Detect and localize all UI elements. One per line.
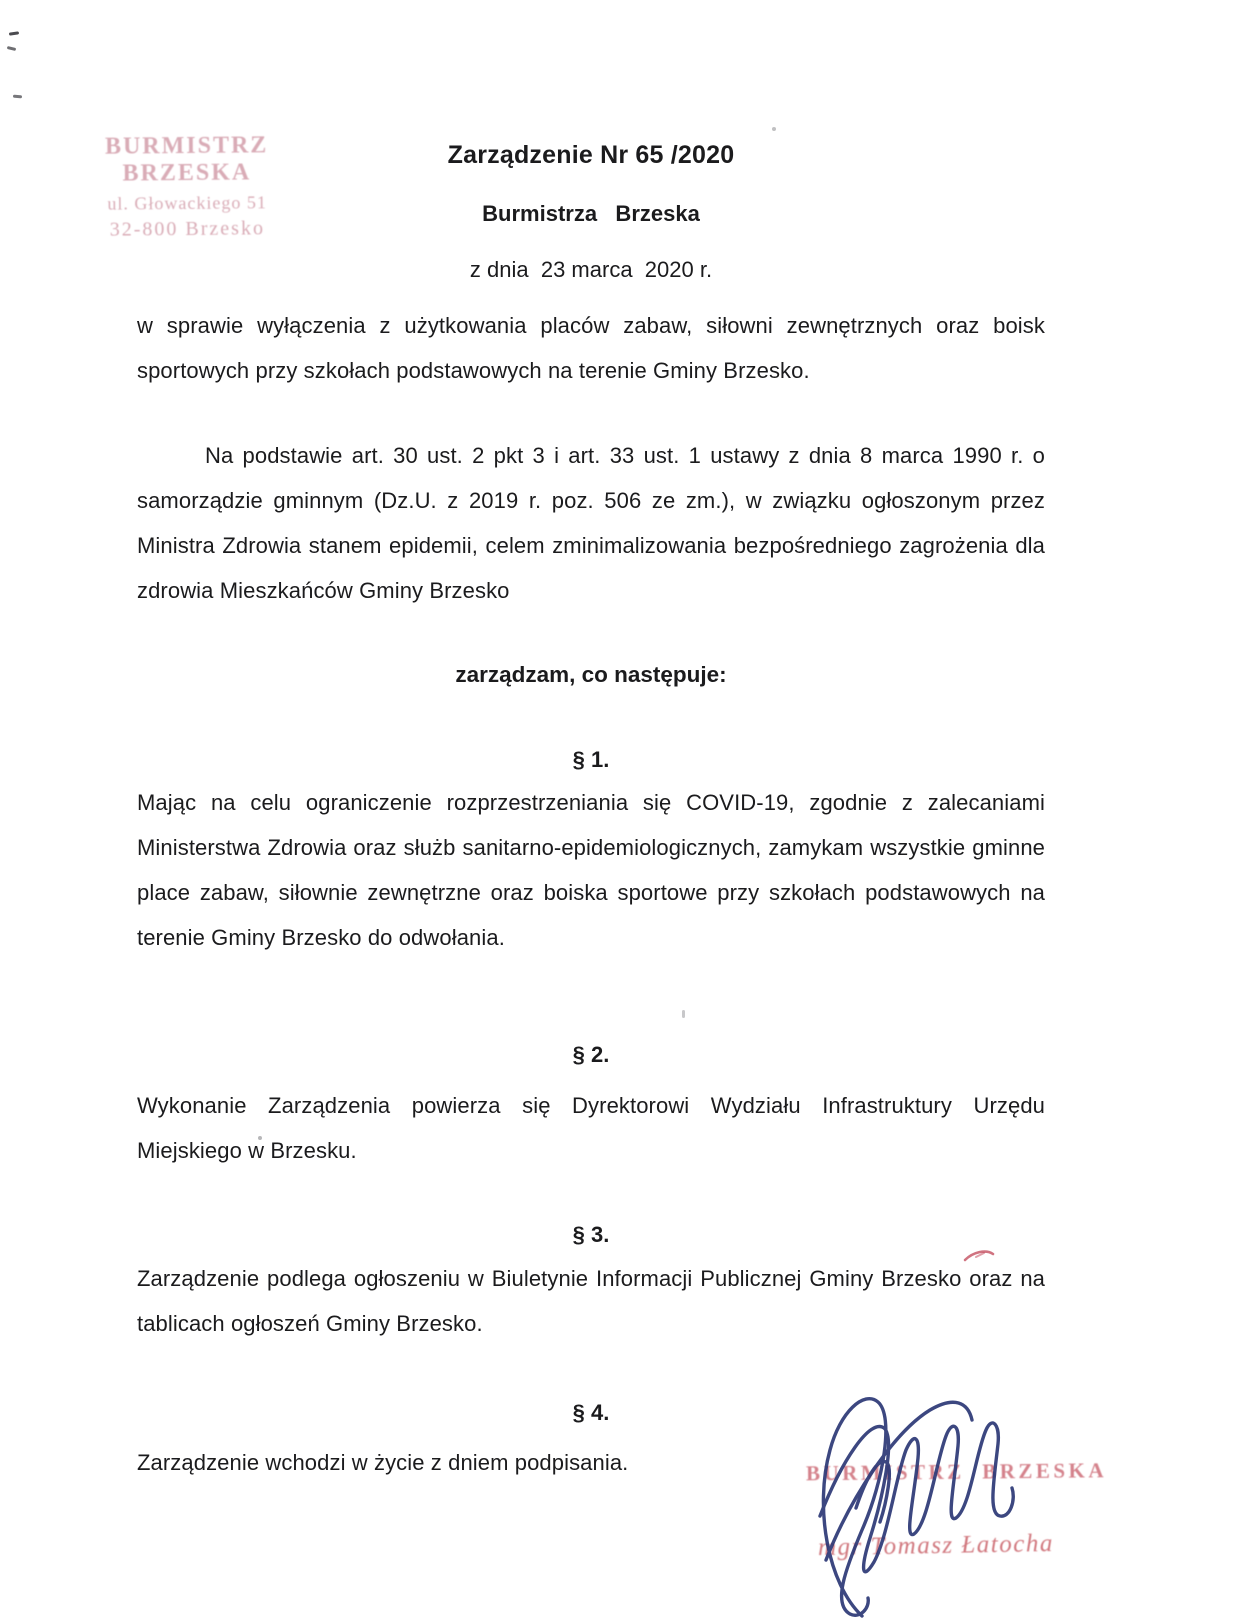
order-clause: zarządzam, co następuje:	[455, 662, 727, 687]
scan-artifact	[13, 95, 22, 99]
sender-stamp-street: ul. Głowackiego 51	[107, 192, 267, 214]
scan-artifact	[9, 31, 19, 35]
section-2-number: § 2.	[572, 1042, 610, 1067]
legal-basis-paragraph: Na podstawie art. 30 ust. 2 pkt 3 i art. 33 ust. 1 ustawy z dnia 8 marca 1990 r. o samorządzie gminnym (Dz.U. z 2019 r. poz. 506 ze zm.), w związku ogłoszonym przez Ministra Zdrowia stanem epidemii, celem zminimalizowania bezpośredniego zagrożenia dla zdrowia Mieszkańców Gminy Brzesko	[137, 443, 1045, 603]
mayor-stamp-name: mgr Tomasz Łatocha	[817, 1529, 1055, 1562]
section-1-text: Mając na celu ograniczenie rozprzestrzeniania się COVID-19, zgodnie z zalecaniami Ministerstwa Zdrowia oraz służb sanitarno-epidemiologicznych, zamykam wszystkie gminne place zabaw, siłownie zewnętrzne oraz boiska sportowe przy szkołach podstawowych na terenie Gminy Brzesko do odwołania.	[137, 790, 1045, 950]
scan-artifact	[682, 1010, 685, 1018]
document-issuer: Burmistrza Brzeska	[482, 201, 700, 226]
section-3-number: § 3.	[572, 1222, 610, 1247]
document-title: Zarządzenie Nr 65 /2020	[447, 141, 735, 169]
section-4-number: § 4.	[572, 1400, 610, 1425]
red-pen-mark	[962, 1246, 996, 1264]
sender-stamp-title: BURMISTRZ BRZESKA	[104, 132, 269, 187]
mayor-stamp-title: BURMISTRZ BRZESKA	[805, 1458, 1108, 1486]
scan-artifact	[7, 46, 16, 51]
section-1-number: § 1.	[572, 747, 610, 772]
section-3-text: Zarządzenie podlega ogłoszeniu w Biuletynie Informacji Publicznej Gminy Brzesko oraz na tablicach ogłoszeń Gminy Brzesko.	[137, 1266, 1045, 1336]
sender-stamp-city: 32-800 Brzesko	[109, 217, 266, 241]
scan-artifact	[772, 127, 776, 131]
section-4-text: Zarządzenie wchodzi w życie z dniem podpisania.	[137, 1450, 629, 1475]
section-2-text: Wykonanie Zarządzenia powierza się Dyrektorowi Wydziału Infrastruktury Urzędu Miejskiego w Brzesku.	[137, 1093, 1045, 1163]
document-date: z dnia 23 marca 2020 r.	[469, 257, 713, 282]
subject-paragraph: w sprawie wyłączenia z użytkowania placów zabaw, siłowni zewnętrznych oraz boisk sportowych przy szkołach podstawowych na terenie Gminy Brzesko.	[137, 313, 1045, 383]
signature-scribble	[790, 1388, 1050, 1624]
